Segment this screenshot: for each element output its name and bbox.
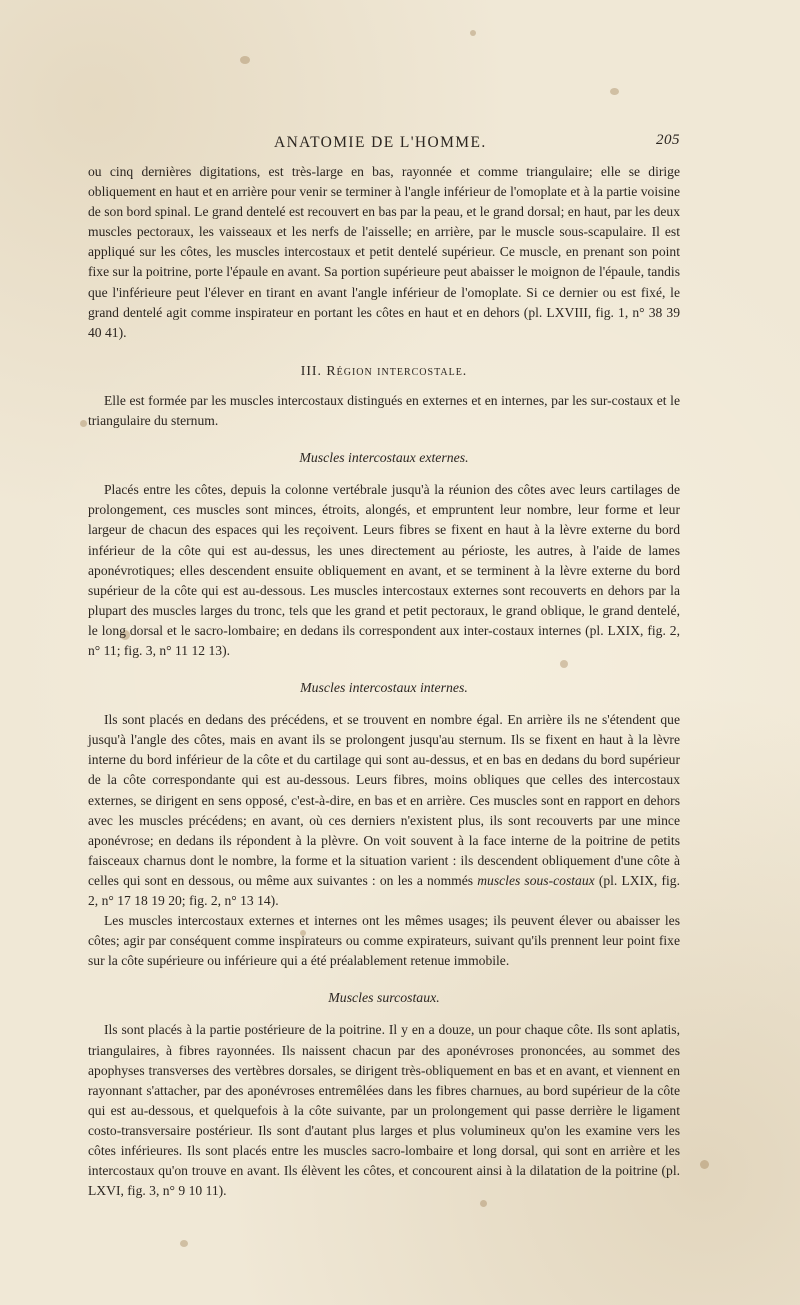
page-number: 205 xyxy=(656,132,680,148)
foxing-spot xyxy=(180,1240,188,1247)
paragraph xyxy=(88,162,680,343)
subsection-title: Muscles surcostaux. xyxy=(328,990,440,1006)
paragraph: Les muscles intercostaux externes et internes ont les mêmes usages; ils peuvent élever ou abaisser les côtes; agir par conséquent comme inspirateurs ou comme expirateurs, suivant qu'ils prennent leur point fixe sur la côte supérieure ou inférieure qui a été préalablement retenue immobile. xyxy=(88,913,680,969)
paragraph-text: Ils sont placés à la partie postérieure de la poitrine. Il y en a douze, un pour chaque côte. Ils sont aplatis, triangulaires, à fibres rayonnées. Ils naissent chacun par des aponévroses prononcées, au sommet des apophyses transverses des vertèbres dorsales, se dirigent très-obliquement en bas et en avant, et viennent en rayonnant s'attacher, par des aponévroses entremêlées dans les fibres charnues, au bord supérieur de la côte qui est au-dessous, et quelquefois à la côte suivante, par un prolongement qui passe derrière le ligament costo-transversaire postérieur. Ils sont d'autant plus larges et plus volumineux qu'on les examine vers les côtes inférieures. Ils sont placés entre les muscles sacro-lombaire et long dorsal, qui sont en arrière et les intercostaux qu'on trouve en avant. Ils élèvent les côtes, et concourent ainsi à la dilatation de la poitrine xyxy=(88,1022,680,1179)
foxing-spot xyxy=(700,1160,709,1169)
plate-reference: (pl. LXIX, fig. 2, n° 17 18 19 20; fig. 2, n° 13 14). xyxy=(88,872,680,908)
subsection-title: Muscles intercostaux internes. xyxy=(300,680,468,696)
italic-term: muscles sous-costaux xyxy=(477,872,595,888)
foxing-spot xyxy=(240,56,250,64)
plate-reference: (pl. LXIX, fig. 2, n° 11; fig. 3, n° 11 12 13). xyxy=(88,622,680,658)
paragraph-text: Placés entre les côtes, depuis la colonne vertébrale jusqu'à la réunion des côtes avec leurs cartilages de prolongement, ces muscles sont minces, étroits, alongés, et empruntent leur nombre, leur forme et leur largeur de chacun des espaces qui les reçoivent. Leurs fibres se fixent en haut à la lèvre externe du bord inférieur de la côte qui est au-dessus, les unes directement au périoste, les autres, à l'aide de lames aponévrotiques; elles descendent ensuite obliquement en avant, et se terminent à la lèvre externe du bord supérieur de la côte qui est au-dessous. Les muscles intercostaux externes sont recouverts en dehors par la plupart des muscles larges du tronc, tels que les grand et petit pectoraux, le grand oblique, le grand dentelé, le long dorsal et le sacro-lombaire; en dedans ils correspondent aux inter-costaux internes xyxy=(88,482,680,638)
paragraph xyxy=(88,710,680,911)
plate-reference: (pl. LXVI, fig. 3, n° 9 10 11). xyxy=(88,1163,680,1199)
paragraph xyxy=(88,480,680,661)
body-text xyxy=(88,162,680,1201)
subsection-title: Muscles intercostaux externes. xyxy=(299,450,469,466)
section-title: III. Région intercostale. xyxy=(300,362,468,378)
foxing-spot xyxy=(470,30,476,36)
paragraph: Elle est formée par les muscles intercostaux distingués en externes et en internes, par les sur-costaux et le triangulaire du sternum. xyxy=(88,392,680,429)
running-title: ANATOMIE DE L'HOMME. xyxy=(274,134,487,151)
paragraph xyxy=(88,1020,680,1201)
foxing-spot xyxy=(80,420,87,427)
paragraph-text: ou cinq dernières digitations, est très-large en bas, rayonnée et comme triangulaire; elle se dirige obliquement en haut et en arrière pour venir se terminer à l'angle inférieur de l'omoplate et à la partie voisine de son bord spinal. Le grand dentelé est recouvert en bas par la peau, et le grand dorsal; en haut, par les deux muscles pectoraux, les vaisseaux et les nerfs de l'aisselle; en arrière, par le muscle sous-scapulaire. Il est appliqué sur les côtes, les muscles intercostaux et petit dentelé supérieur. Ce muscle, en prenant son point fixe sur la poitrine, porte l'épaule en avant. Sa portion supérieure peut abaisser le moignon de l'épaule, tandis que l'inférieure peut l'élever en tirant en avant l'angle inférieur de l'omoplate. Si ce dernier ou est fixé, le grand dentelé agit comme inspirateur en portant les côtes en haut et en dehors xyxy=(88,164,680,320)
foxing-spot xyxy=(610,88,619,95)
plate-reference: (pl. LXVIII, fig. 1, n° 38 39 40 41). xyxy=(88,304,681,340)
paragraph-text: Ils sont placés en dedans des précédens, et se trouvent en nombre égal. En arrière ils ne s'étendent que jusqu'à l'angle des côtes, mais en avant ils se prolongent jusqu'au sternum. Ils se fixent en haut à la lèvre interne du bord inférieur de la côte et du cartilage qui sont au-dessus, et en bas en dedans du bord supérieur de la côte correspondante qui est au-dessous. Leurs fibres, moins obliques que celles des intercostaux externes, se dirigent en sens opposé, c'est-à-dire, en bas et en arrière. Ces muscles sont en rapport en dehors avec les muscles précédens; en avant, où ces derniers n'existent plus, ils sont recouverts par une mince aponévrose; en dedans ils répondent à la plèvre. On voit souvent à la face interne de la poitrine de petits faisceaux charnus dont le nombre, la forme et la situation varient : ils descendent obliquement d'une côte à celles qui sont en dessous, ou même aux suivantes : on les a nommés xyxy=(88,712,680,888)
